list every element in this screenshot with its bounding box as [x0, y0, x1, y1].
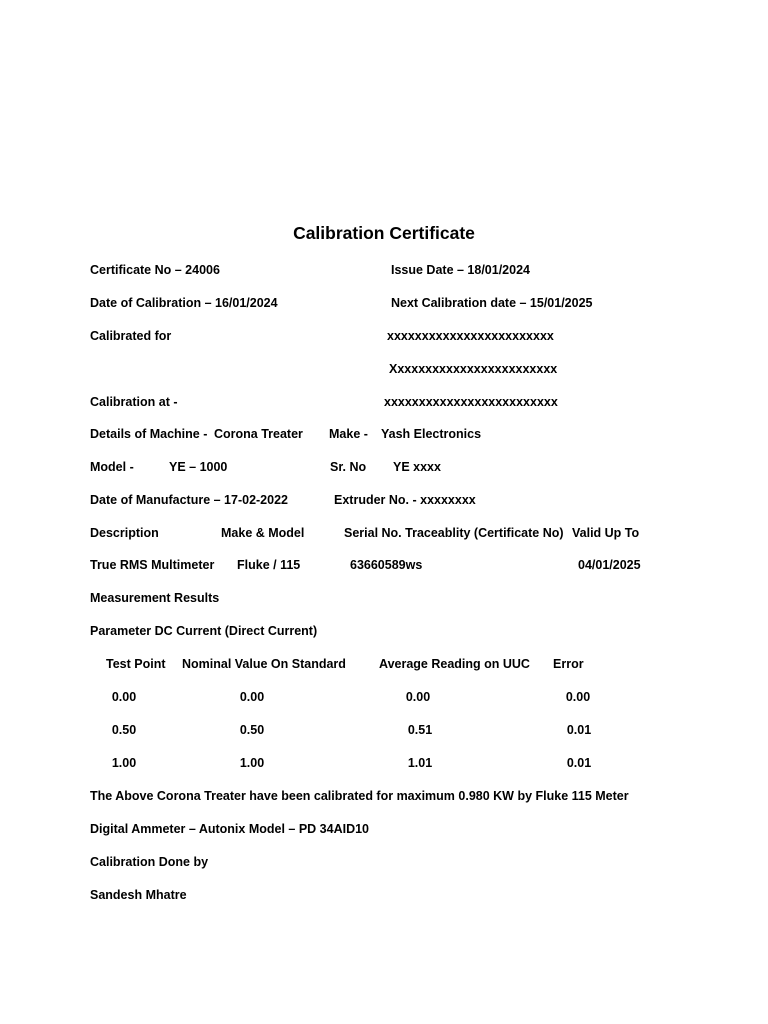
- table-cell: 0.00: [405, 690, 431, 704]
- table-cell: 0.50: [239, 723, 265, 737]
- date-of-manufacture: Date of Manufacture – 17-02-2022: [90, 493, 288, 507]
- instrument-header-make-model: Make & Model: [221, 526, 305, 540]
- calibrator-name: Sandesh Mhatre: [90, 888, 187, 902]
- instrument-description: True RMS Multimeter: [90, 558, 215, 572]
- serial-number-value: YE xxxx: [393, 460, 441, 474]
- calibration-note: The Above Corona Treater have been calibrated for maximum 0.980 KW by Fluke 115 Meter: [90, 789, 629, 803]
- results-header-nominal: Nominal Value On Standard: [182, 657, 346, 671]
- parameter-label: Parameter DC Current (Direct Current): [90, 624, 318, 638]
- issue-date: Issue Date – 18/01/2024: [391, 263, 530, 277]
- table-cell: 0.01: [566, 723, 592, 737]
- table-cell: 1.00: [239, 756, 265, 770]
- calibration-done-by-label: Calibration Done by: [90, 855, 209, 869]
- calibrated-for-line-1: xxxxxxxxxxxxxxxxxxxxxxxx: [387, 329, 554, 343]
- table-cell: 0.51: [407, 723, 433, 737]
- calibration-date: Date of Calibration – 16/01/2024: [90, 296, 278, 310]
- instrument-header-serial: Serial No. Traceablity (Certificate No): [344, 526, 564, 540]
- page-title: Calibration Certificate: [293, 223, 475, 243]
- table-cell: 0.00: [565, 690, 591, 704]
- results-header-test-point: Test Point: [106, 657, 166, 671]
- certificate-number: Certificate No – 24006: [90, 263, 220, 277]
- next-calibration-date: Next Calibration date – 15/01/2025: [391, 296, 593, 310]
- table-cell: 1.00: [111, 756, 137, 770]
- make-label: Make -: [329, 427, 368, 441]
- table-cell: 1.01: [407, 756, 433, 770]
- extruder-number: Extruder No. - xxxxxxxx: [334, 493, 476, 507]
- table-cell: 0.00: [111, 690, 137, 704]
- model-value: YE – 1000: [169, 460, 228, 474]
- calibration-at-label: Calibration at -: [90, 395, 178, 409]
- instrument-valid-up-to: 04/01/2025: [578, 558, 641, 572]
- table-cell: 0.00: [239, 690, 265, 704]
- calibration-at-value: xxxxxxxxxxxxxxxxxxxxxxxxx: [384, 395, 558, 409]
- serial-number-label: Sr. No: [330, 460, 367, 474]
- instrument-header-description: Description: [90, 526, 159, 540]
- machine-details-value: Corona Treater: [214, 427, 303, 441]
- calibrated-for-line-2: Xxxxxxxxxxxxxxxxxxxxxxxx: [389, 362, 558, 376]
- ammeter-info: Digital Ammeter – Autonix Model – PD 34AID10: [90, 822, 369, 836]
- results-header-average: Average Reading on UUC: [379, 657, 530, 671]
- results-header-error: Error: [553, 657, 584, 671]
- calibrated-for-label: Calibrated for: [90, 329, 172, 343]
- table-cell: 0.01: [566, 756, 592, 770]
- measurement-results-label: Measurement Results: [90, 591, 220, 605]
- make-value: Yash Electronics: [381, 427, 482, 441]
- instrument-serial: 63660589ws: [350, 558, 423, 572]
- instrument-header-valid-up-to: Valid Up To: [572, 526, 640, 540]
- table-cell: 0.50: [111, 723, 137, 737]
- instrument-make-model: Fluke / 115: [237, 558, 301, 572]
- model-label: Model -: [90, 460, 134, 474]
- machine-details-label: Details of Machine -: [90, 427, 208, 441]
